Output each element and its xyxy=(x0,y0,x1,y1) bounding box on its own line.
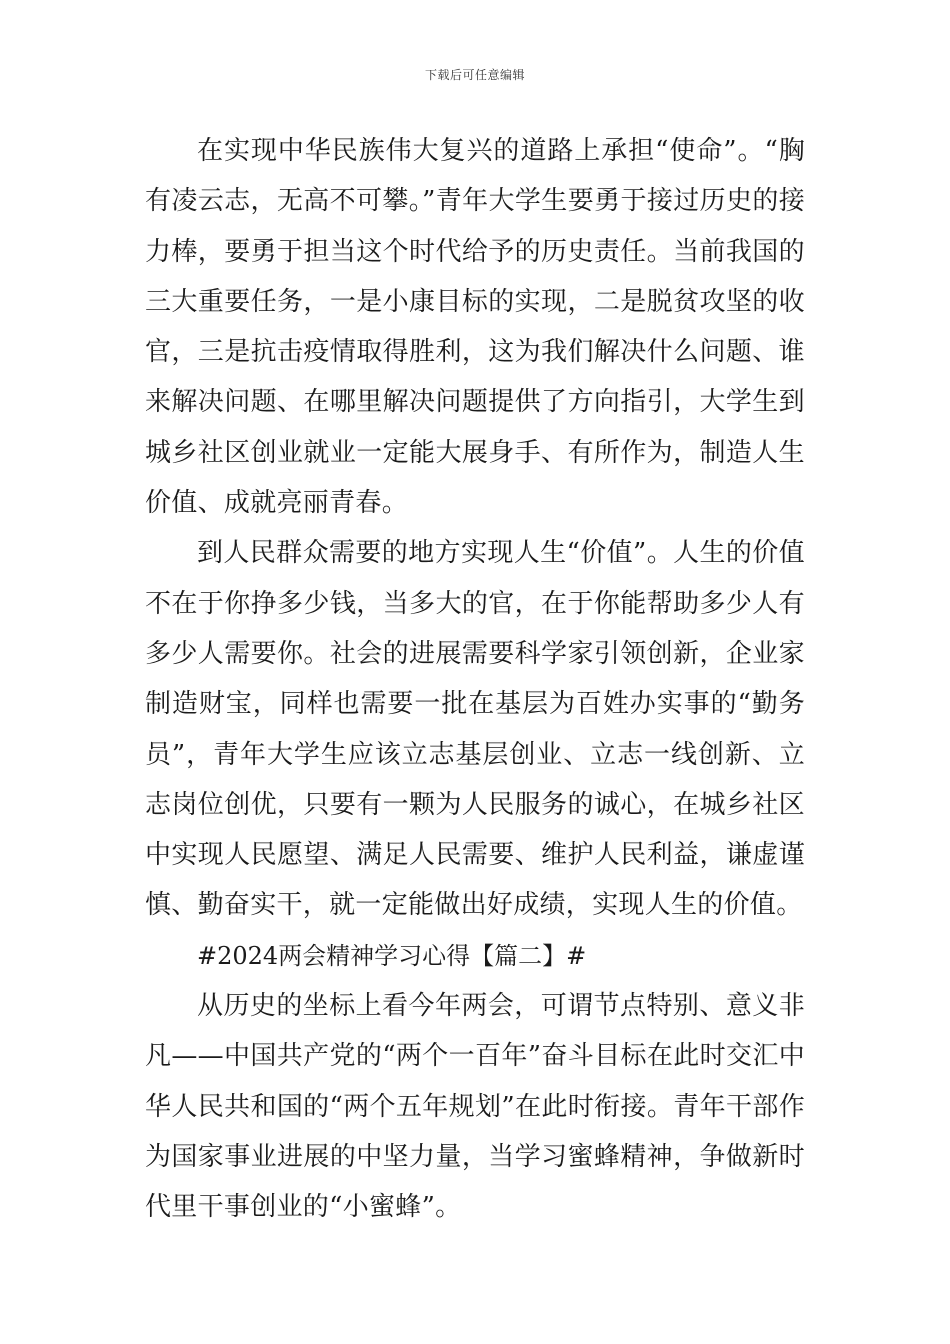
paragraph-history: 从历史的坐标上看今年两会，可谓节点特别、意义非凡——中国共产党的“两个一百年”奋斗目标在此时交汇中华人民共和国的“两个五年规划”在此时衔接。青年干部作为国家事业进展的中坚力量，当学习蜜蜂精神，争做新时代里干事创业的“小蜜蜂”。 xyxy=(145,991,805,1223)
paragraph-value: 到人民群众需要的地方实现人生“价值”。人生的价值不在于你挣多少钱，当多大的官，在于你能帮助多少人有多少人需要你。社会的进展需要科学家引领创新，企业家制造财宝，同样也需要一批在基层为百姓办实事的“勤务员”，青年大学生应该立志基层创业、立志一线创新、立志岗位创优，只要有一颗为人民服务的诚心，在城乡社区中实现人民愿望、满足人民需要、维护人民利益，谦虚谨慎、勤奋实干，就一定能做出好成绩，实现人生的价值。 xyxy=(145,538,805,921)
page-header: 下载后可任意编辑 xyxy=(424,68,525,82)
paragraph-mission: 在实现中华民族伟大复兴的道路上承担“使命”。“胸有凌云志，无高不可攀。”青年大学生要勇于接过历史的接力棒，要勇于担当这个时代给予的历史责任。当前我国的三大重要任务，一是小康目标的实现，二是脱贫攻坚的收官，三是抗击疫情取得胜利，这为我们解决什么问题、谁来解决问题、在哪里解决问题提供了方向指引，大学生到城乡社区创业就业一定能大展身手、有所作为，制造人生价值、成就亮丽青春。 xyxy=(145,136,805,519)
document-body xyxy=(145,126,805,1233)
section-title: #2024两会精神学习心得【篇二】# xyxy=(197,941,587,970)
